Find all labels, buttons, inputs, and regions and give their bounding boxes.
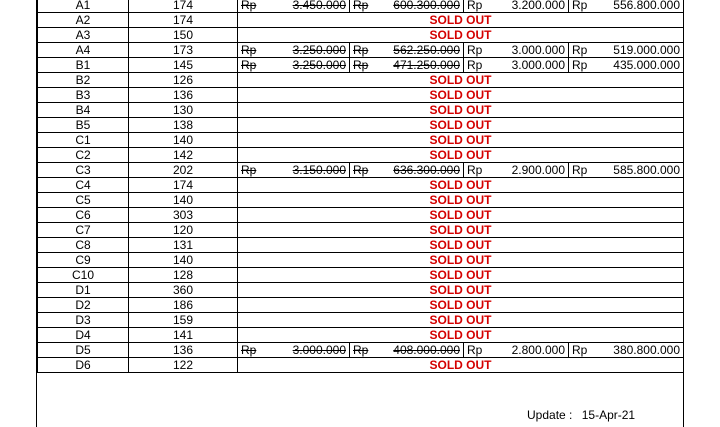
sold-out-cell-text: SOLD OUT — [429, 283, 492, 297]
sold-out-cell — [238, 223, 684, 238]
old-price-currency-text: Rp — [241, 43, 257, 57]
area-cell-text: 360 — [172, 283, 194, 297]
old-price-per-m2-text: 3.150.000 — [292, 163, 346, 177]
old-total-price-text: 636.300.000 — [393, 163, 460, 177]
sold-out-cell — [238, 103, 684, 118]
block-cell-text: C8 — [75, 238, 91, 252]
area-cell-text: 174 — [172, 13, 194, 27]
sold-out-cell — [238, 328, 684, 343]
new-total-currency — [569, 0, 599, 13]
block-cell — [38, 298, 129, 313]
old-total-currency-text: Rp — [353, 43, 369, 57]
sold-out-cell-text: SOLD OUT — [429, 313, 492, 327]
sold-out-cell-text: SOLD OUT — [429, 238, 492, 252]
table-row — [38, 13, 684, 28]
old-price-currency-text: Rp — [241, 343, 257, 357]
area-cell — [129, 58, 238, 73]
area-cell-text: 140 — [172, 193, 194, 207]
area-cell-text: 136 — [172, 88, 194, 102]
sold-out-cell-text: SOLD OUT — [429, 148, 492, 162]
old-price-currency — [238, 0, 262, 13]
new-price-per-m2 — [494, 58, 569, 73]
old-total-price — [374, 343, 464, 358]
table-row — [38, 283, 684, 298]
old-total-currency-text: Rp — [353, 0, 369, 12]
block-cell-text: B5 — [75, 118, 91, 132]
old-price-currency — [238, 43, 262, 58]
sold-out-cell-text: SOLD OUT — [429, 193, 492, 207]
sold-out-cell — [238, 88, 684, 103]
new-price-per-m2 — [494, 43, 569, 58]
area-cell-text: 145 — [172, 58, 194, 72]
sold-out-cell — [238, 13, 684, 28]
area-cell — [129, 0, 238, 13]
block-cell — [38, 328, 129, 343]
block-cell — [38, 253, 129, 268]
old-total-price-text: 471.250.000 — [393, 58, 460, 72]
old-total-currency-text: Rp — [353, 163, 369, 177]
block-cell — [38, 148, 129, 163]
sold-out-cell — [238, 28, 684, 43]
sold-out-cell-text: SOLD OUT — [429, 253, 492, 267]
area-cell-text: 126 — [172, 73, 194, 87]
new-price-per-m2-text: 2.800.000 — [511, 343, 565, 357]
area-cell-text: 122 — [172, 358, 194, 372]
area-cell — [129, 268, 238, 283]
area-cell-text: 173 — [172, 43, 194, 57]
block-cell — [38, 268, 129, 283]
block-cell-text: D3 — [75, 313, 91, 327]
area-cell-text: 131 — [172, 238, 194, 252]
sold-out-cell — [238, 118, 684, 133]
new-price-currency-text: Rp — [467, 0, 483, 12]
table-row — [38, 223, 684, 238]
block-cell — [38, 343, 129, 358]
block-cell-text: C9 — [75, 253, 91, 267]
block-cell-text: C2 — [75, 148, 91, 162]
area-cell — [129, 313, 238, 328]
area-cell-text: 130 — [172, 103, 194, 117]
area-cell-text: 138 — [172, 118, 194, 132]
old-total-price — [374, 58, 464, 73]
old-price-per-m2 — [262, 43, 350, 58]
block-cell-text: B1 — [75, 58, 91, 72]
new-total-currency-text: Rp — [572, 0, 588, 12]
old-total-price-text: 600.300.000 — [393, 0, 460, 12]
old-price-per-m2 — [262, 58, 350, 73]
block-cell — [38, 0, 129, 13]
sold-out-cell-text: SOLD OUT — [429, 223, 492, 237]
old-price-currency-text: Rp — [241, 0, 257, 12]
area-cell — [129, 43, 238, 58]
new-total-price — [599, 43, 684, 58]
sold-out-cell-text: SOLD OUT — [429, 73, 492, 87]
update-date: 15-Apr-21 — [581, 408, 636, 422]
area-cell — [129, 103, 238, 118]
sold-out-cell-text: SOLD OUT — [429, 208, 492, 222]
sold-out-cell — [238, 253, 684, 268]
new-price-per-m2-text: 3.000.000 — [511, 58, 565, 72]
sold-out-cell — [238, 268, 684, 283]
block-cell — [38, 43, 129, 58]
table-row — [38, 103, 684, 118]
block-cell-text: C10 — [71, 268, 94, 282]
area-cell-text: 141 — [172, 328, 194, 342]
new-total-currency — [569, 43, 599, 58]
old-price-currency-text: Rp — [241, 58, 257, 72]
old-price-per-m2 — [262, 163, 350, 178]
block-cell-text: D6 — [75, 358, 91, 372]
block-cell — [38, 163, 129, 178]
block-cell-text: B3 — [75, 88, 91, 102]
table-row — [38, 0, 684, 13]
sold-out-cell-text: SOLD OUT — [429, 13, 492, 27]
old-price-per-m2-text: 3.250.000 — [292, 58, 346, 72]
block-cell-text: C5 — [75, 193, 91, 207]
new-total-currency-text: Rp — [572, 163, 588, 177]
old-price-currency — [238, 58, 262, 73]
area-cell-text: 202 — [172, 163, 194, 177]
sold-out-cell — [238, 238, 684, 253]
area-cell-text: 174 — [172, 0, 194, 12]
table-row — [38, 358, 684, 373]
area-cell — [129, 73, 238, 88]
block-cell-text: C4 — [75, 178, 91, 192]
price-table — [37, 0, 684, 373]
sold-out-cell-text: SOLD OUT — [429, 103, 492, 117]
area-cell-text: 120 — [172, 223, 194, 237]
area-cell — [129, 253, 238, 268]
table-row — [38, 178, 684, 193]
area-cell — [129, 178, 238, 193]
area-cell — [129, 28, 238, 43]
area-cell-text: 140 — [172, 253, 194, 267]
new-total-price — [599, 163, 684, 178]
area-cell-text: 303 — [172, 208, 194, 222]
block-cell — [38, 358, 129, 373]
area-cell-text: 186 — [172, 298, 194, 312]
sold-out-cell — [238, 358, 684, 373]
old-price-currency — [238, 343, 262, 358]
table-row — [38, 238, 684, 253]
sold-out-cell-text: SOLD OUT — [429, 178, 492, 192]
new-total-price — [599, 343, 684, 358]
new-price-currency-text: Rp — [467, 58, 483, 72]
block-cell — [38, 103, 129, 118]
new-price-per-m2-text: 2.900.000 — [511, 163, 565, 177]
block-cell-text: C6 — [75, 208, 91, 222]
table-row — [38, 208, 684, 223]
sold-out-cell-text: SOLD OUT — [429, 358, 492, 372]
sold-out-cell — [238, 208, 684, 223]
new-total-currency-text: Rp — [572, 58, 588, 72]
sold-out-cell — [238, 298, 684, 313]
area-cell-text: 142 — [172, 148, 194, 162]
price-table-body — [38, 0, 684, 373]
block-cell-text: C1 — [75, 133, 91, 147]
table-row — [38, 298, 684, 313]
area-cell-text: 150 — [172, 28, 194, 42]
area-cell — [129, 298, 238, 313]
old-total-currency — [350, 43, 374, 58]
block-cell — [38, 283, 129, 298]
new-price-currency — [464, 0, 494, 13]
old-total-currency — [350, 0, 374, 13]
table-row — [38, 313, 684, 328]
area-cell — [129, 13, 238, 28]
new-price-per-m2 — [494, 163, 569, 178]
block-cell-text: A1 — [75, 0, 91, 12]
area-cell — [129, 163, 238, 178]
block-cell — [38, 13, 129, 28]
table-row — [38, 133, 684, 148]
new-total-currency — [569, 58, 599, 73]
block-cell-text: D2 — [75, 298, 91, 312]
old-total-currency — [350, 163, 374, 178]
sold-out-cell-text: SOLD OUT — [429, 298, 492, 312]
block-cell — [38, 133, 129, 148]
sold-out-cell — [238, 313, 684, 328]
new-total-currency — [569, 343, 599, 358]
sold-out-cell — [238, 283, 684, 298]
new-price-per-m2-text: 3.200.000 — [511, 0, 565, 12]
old-total-price-text: 408.000.000 — [393, 343, 460, 357]
block-cell — [38, 223, 129, 238]
new-price-per-m2-text: 3.000.000 — [511, 43, 565, 57]
area-cell — [129, 238, 238, 253]
area-cell-text: 159 — [172, 313, 194, 327]
sold-out-cell-text: SOLD OUT — [429, 118, 492, 132]
new-price-currency — [464, 43, 494, 58]
area-cell — [129, 358, 238, 373]
area-cell — [129, 223, 238, 238]
new-total-price-text: 519.000.000 — [613, 43, 680, 57]
block-cell-text: B4 — [75, 103, 91, 117]
new-total-price — [599, 58, 684, 73]
block-cell-text: D1 — [75, 283, 91, 297]
table-row — [38, 253, 684, 268]
old-total-price-text: 562.250.000 — [393, 43, 460, 57]
block-cell — [38, 193, 129, 208]
sold-out-cell-text: SOLD OUT — [429, 133, 492, 147]
old-total-price — [374, 43, 464, 58]
old-total-price — [374, 0, 464, 13]
sold-out-cell — [238, 133, 684, 148]
sold-out-cell-text: SOLD OUT — [429, 328, 492, 342]
sold-out-cell-text: SOLD OUT — [429, 28, 492, 42]
area-cell — [129, 283, 238, 298]
old-total-currency — [350, 343, 374, 358]
block-cell-text: D4 — [75, 328, 91, 342]
block-cell-text: C3 — [75, 163, 91, 177]
area-cell — [129, 343, 238, 358]
new-price-currency — [464, 58, 494, 73]
old-total-price — [374, 163, 464, 178]
sold-out-cell-text: SOLD OUT — [429, 268, 492, 282]
price-list-sheet — [36, 0, 684, 427]
new-price-per-m2 — [494, 0, 569, 13]
area-cell — [129, 133, 238, 148]
table-row — [38, 163, 684, 178]
table-row — [38, 118, 684, 133]
new-total-price-text: 585.800.000 — [613, 163, 680, 177]
area-cell — [129, 118, 238, 133]
block-cell-text: A2 — [75, 13, 91, 27]
old-total-currency-text: Rp — [353, 58, 369, 72]
area-cell — [129, 328, 238, 343]
block-cell — [38, 28, 129, 43]
sold-out-cell — [238, 193, 684, 208]
new-total-price-text: 435.000.000 — [613, 58, 680, 72]
block-cell — [38, 88, 129, 103]
area-cell-text: 128 — [172, 268, 194, 282]
new-price-currency-text: Rp — [467, 43, 483, 57]
block-cell — [38, 73, 129, 88]
new-price-currency — [464, 343, 494, 358]
table-row — [38, 88, 684, 103]
block-cell — [38, 313, 129, 328]
block-cell-text: C7 — [75, 223, 91, 237]
old-price-per-m2-text: 3.000.000 — [292, 343, 346, 357]
table-row — [38, 28, 684, 43]
old-price-per-m2 — [262, 343, 350, 358]
sold-out-cell — [238, 178, 684, 193]
area-cell — [129, 148, 238, 163]
old-price-per-m2 — [262, 0, 350, 13]
table-row — [38, 193, 684, 208]
sold-out-cell — [238, 148, 684, 163]
old-price-currency — [238, 163, 262, 178]
table-row — [38, 73, 684, 88]
new-total-price — [599, 0, 684, 13]
area-cell-text: 140 — [172, 133, 194, 147]
area-cell — [129, 193, 238, 208]
table-row — [38, 268, 684, 283]
block-cell — [38, 178, 129, 193]
block-cell-text: B2 — [75, 73, 91, 87]
new-total-price-text: 556.800.000 — [613, 0, 680, 12]
area-cell-text: 136 — [172, 343, 194, 357]
area-cell — [129, 208, 238, 223]
new-price-currency — [464, 163, 494, 178]
update-label: Update : — [527, 408, 573, 422]
sold-out-cell-text: SOLD OUT — [429, 88, 492, 102]
area-cell-text: 174 — [172, 178, 194, 192]
new-price-per-m2 — [494, 343, 569, 358]
block-cell — [38, 238, 129, 253]
old-total-currency — [350, 58, 374, 73]
old-price-per-m2-text: 3.250.000 — [292, 43, 346, 57]
old-price-currency-text: Rp — [241, 163, 257, 177]
table-row — [38, 148, 684, 163]
new-price-currency-text: Rp — [467, 163, 483, 177]
table-row — [38, 43, 684, 58]
table-row — [38, 328, 684, 343]
block-cell — [38, 58, 129, 73]
area-cell — [129, 88, 238, 103]
new-price-currency-text: Rp — [467, 343, 483, 357]
new-total-currency-text: Rp — [572, 343, 588, 357]
block-cell-text: A3 — [75, 28, 91, 42]
old-price-per-m2-text: 3.450.000 — [292, 0, 346, 12]
block-cell — [38, 208, 129, 223]
old-total-currency-text: Rp — [353, 343, 369, 357]
block-cell — [38, 118, 129, 133]
sold-out-cell — [238, 73, 684, 88]
new-total-currency-text: Rp — [572, 43, 588, 57]
block-cell-text: A4 — [75, 43, 91, 57]
table-row — [38, 343, 684, 358]
new-total-currency — [569, 163, 599, 178]
block-cell-text: D5 — [75, 343, 91, 357]
table-row — [38, 58, 684, 73]
new-total-price-text: 380.800.000 — [613, 343, 680, 357]
